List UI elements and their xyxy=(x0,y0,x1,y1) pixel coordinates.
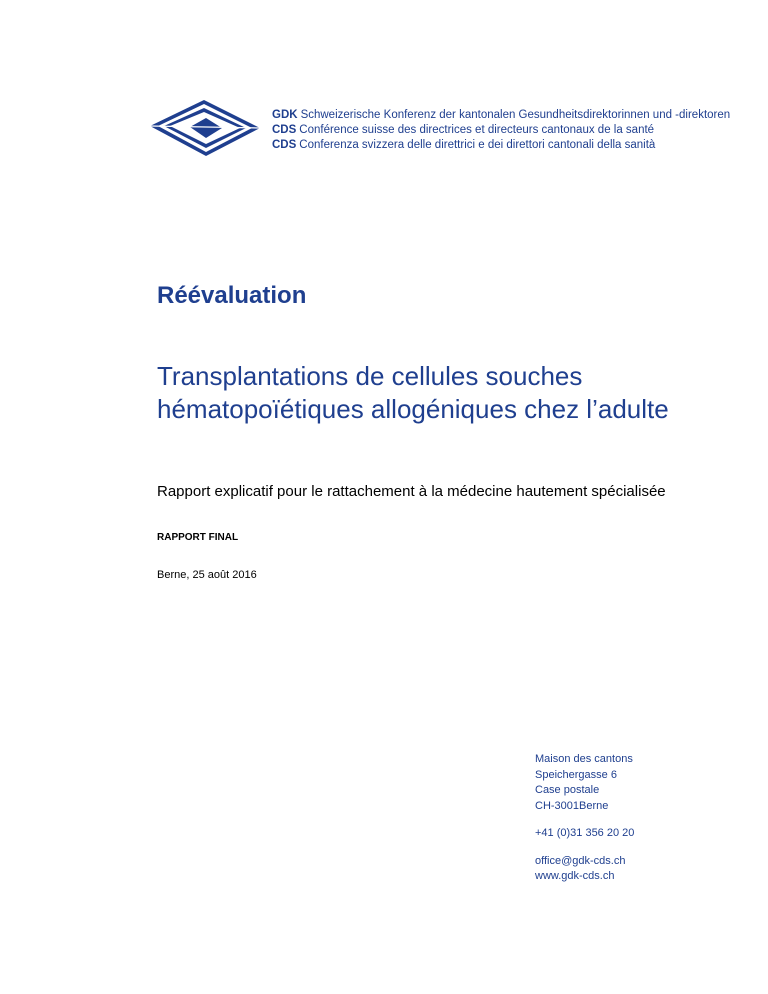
gdk-cds-diamond-logo-icon xyxy=(150,100,260,156)
contact-phone: +41 (0)31 356 20 20 xyxy=(535,827,635,839)
document-subtitle: Transplantations de cellules souches hématopoïétiques allogéniques chez l’adulte xyxy=(157,361,669,424)
org-name: Conferenza svizzera delle direttrici e dei direttori cantonali della sanità xyxy=(299,139,656,151)
address-building: Maison des cantons xyxy=(535,753,633,765)
address-street: Speichergasse 6 xyxy=(535,768,617,781)
org-line-de xyxy=(272,108,730,123)
org-name: Schweizerische Konferenz der kantonalen Gesundheitsdirektorinnen und -direktoren xyxy=(300,109,731,121)
report-type-label: RAPPORT FINAL xyxy=(157,532,239,543)
organization-names xyxy=(272,108,730,153)
org-abbr: CDS xyxy=(272,124,297,136)
contact-address xyxy=(535,752,634,885)
org-name: Conférence suisse des directrices et directeurs cantonaux de la santé xyxy=(299,124,655,136)
document-date: Berne, 25 août 2016 xyxy=(157,569,257,581)
org-abbr: GDK xyxy=(272,109,298,121)
org-abbr: CDS xyxy=(272,139,297,151)
document-title: Réévaluation xyxy=(157,282,307,309)
address-city: CH-3001Berne xyxy=(535,799,609,812)
document-description: Rapport explicatif pour le rattachement à la médecine hautement spécialisée xyxy=(157,483,666,500)
contact-website: www.gdk-cds.ch xyxy=(535,870,615,882)
address-box: Case postale xyxy=(535,784,600,796)
org-line-fr xyxy=(272,123,730,138)
contact-email: office@gdk-cds.ch xyxy=(535,854,626,867)
org-line-it xyxy=(272,138,730,153)
